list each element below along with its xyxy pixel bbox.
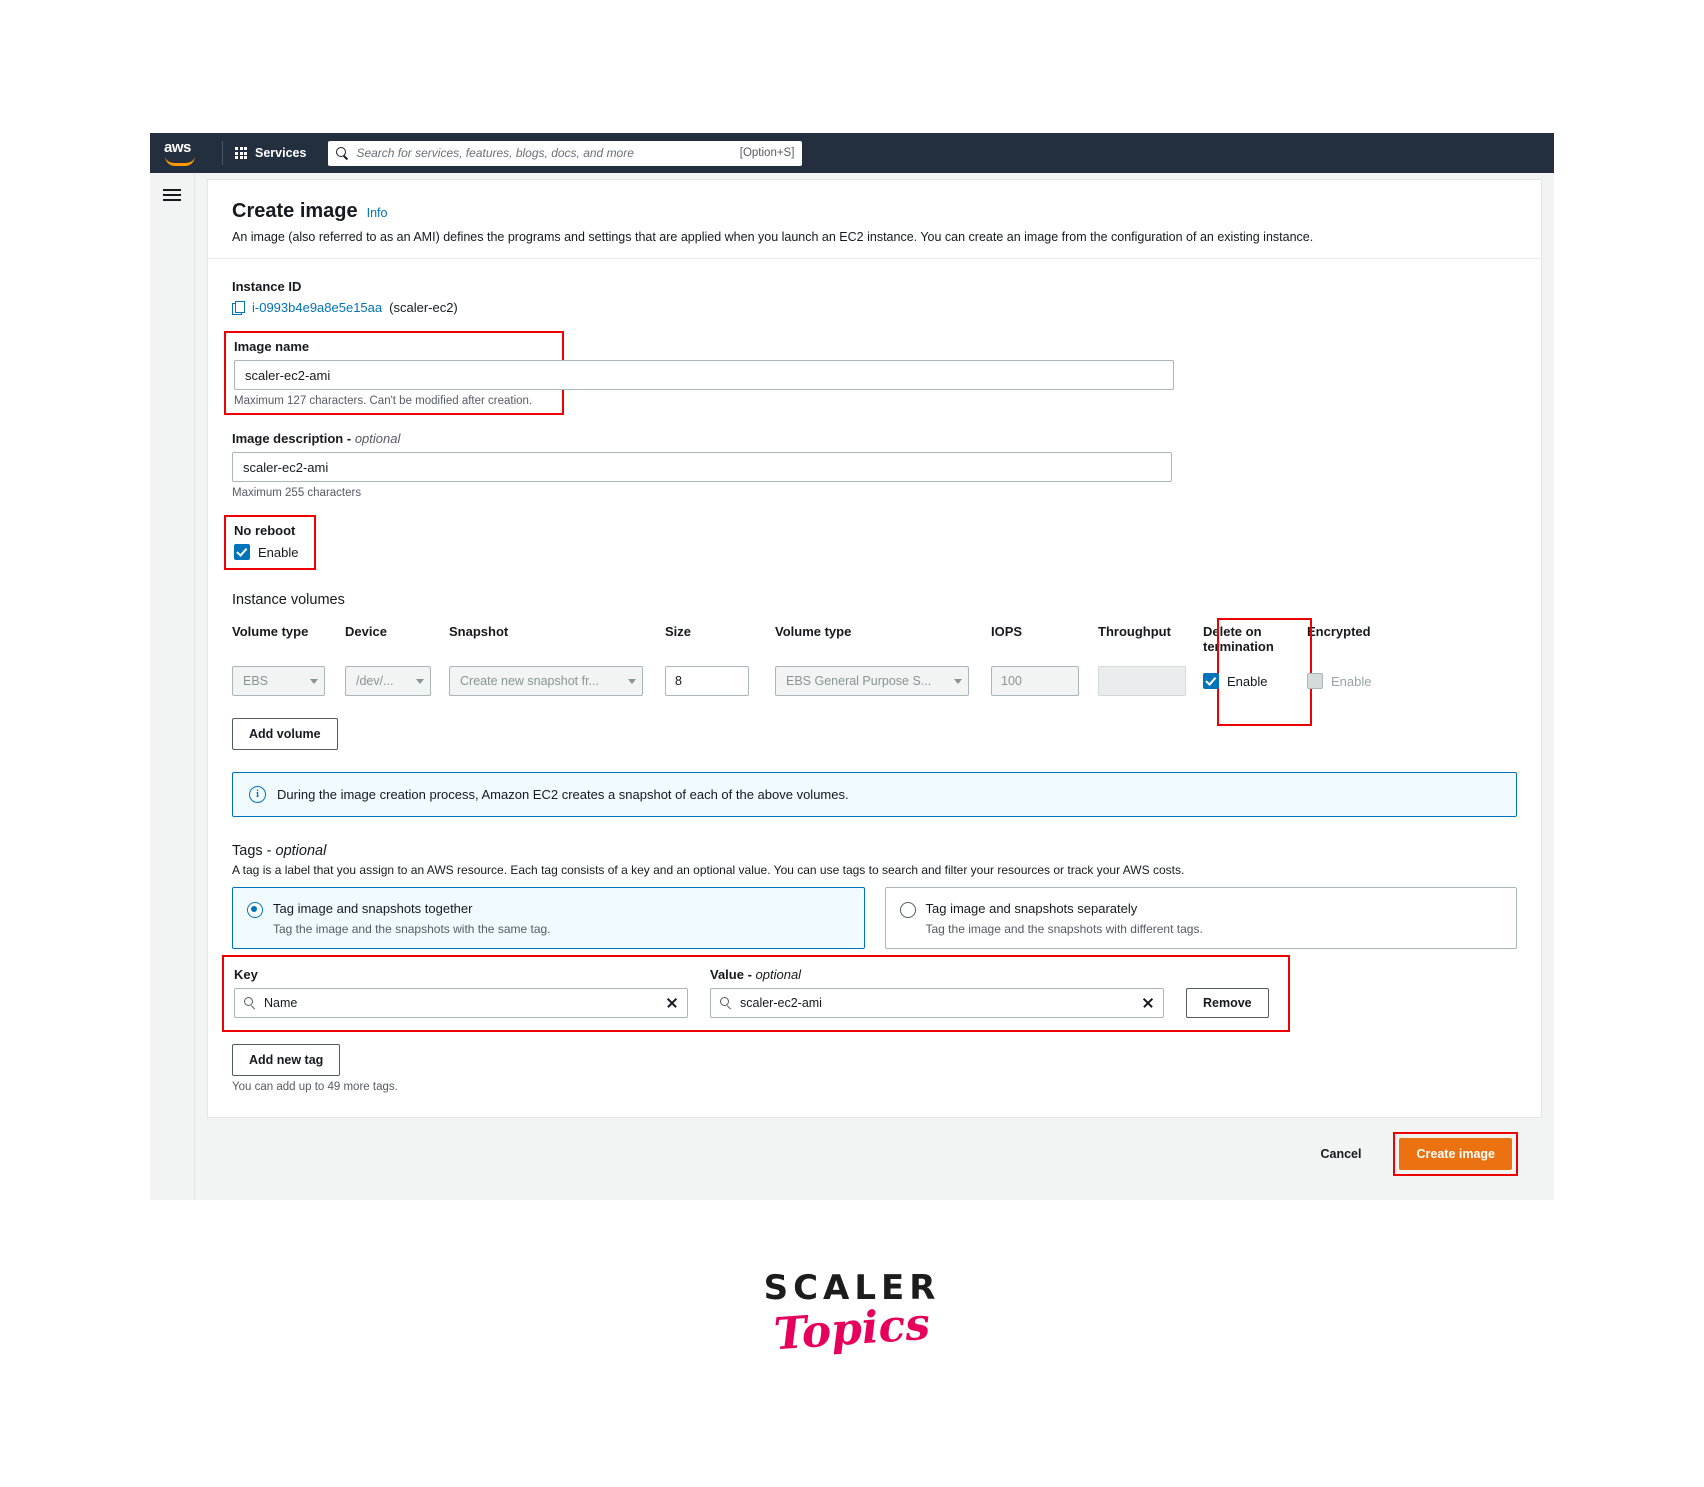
col-size: Size — [665, 624, 692, 639]
grid-icon — [235, 147, 247, 159]
tag-option-together[interactable] — [232, 887, 865, 949]
no-reboot-highlight-box — [224, 515, 316, 570]
no-reboot-label: No reboot — [234, 523, 296, 538]
delete-on-termination-checkbox-row[interactable] — [1203, 673, 1307, 689]
col-iops: IOPS — [991, 624, 1023, 639]
create-image-button[interactable]: Create image — [1399, 1138, 1512, 1170]
hamburger-icon[interactable] — [163, 189, 181, 201]
add-new-tag-button[interactable]: Add new tag — [232, 1044, 340, 1076]
page-description: An image (also referred to as an AMI) defines the programs and settings that are applied when you launch an EC2 instance. You can create an image from the configuration of an existing instance. — [232, 230, 1314, 244]
no-reboot-checkbox-row[interactable] — [234, 544, 298, 560]
search-icon — [244, 997, 256, 1009]
clear-key-icon[interactable] — [666, 997, 678, 1009]
tag-table-header — [234, 967, 1278, 982]
image-description-label-text: Image description - — [232, 431, 355, 446]
create-image-panel — [207, 179, 1542, 1118]
tag-value-header-text: Value - — [710, 967, 756, 982]
image-description-optional: optional — [354, 431, 401, 446]
clear-value-icon[interactable] — [1142, 997, 1154, 1009]
tag-key-value: Name — [264, 996, 298, 1010]
volume-type-dropdown[interactable] — [232, 666, 325, 696]
snapshot-value: Create new snapshot fr... — [460, 674, 599, 688]
search-icon — [720, 997, 732, 1009]
size-input[interactable] — [665, 666, 749, 696]
chevron-down-icon — [954, 679, 962, 684]
top-navigation-bar — [150, 133, 1554, 173]
instance-name: (scaler-ec2) — [389, 300, 458, 315]
tag-limit-hint: You can add up to 49 more tags. — [232, 1081, 398, 1093]
image-name-input[interactable] — [234, 360, 1174, 390]
iops-input[interactable] — [991, 666, 1079, 696]
tag-key-header: Key — [234, 967, 258, 982]
no-reboot-checkbox[interactable] — [234, 544, 250, 560]
encrypted-checkbox-row — [1307, 673, 1407, 689]
tag-option-together-title: Tag image and snapshots together — [273, 901, 473, 916]
panel-body — [208, 259, 1541, 1117]
image-description-input[interactable] — [232, 452, 1172, 482]
tag-value-header — [710, 967, 801, 982]
col-delete-on-termination: Delete on termination — [1203, 624, 1274, 654]
instance-volumes-title: Instance volumes — [232, 592, 345, 608]
tag-key-input[interactable] — [234, 988, 688, 1018]
main-content — [195, 173, 1554, 1200]
volume-type-2-value: EBS General Purpose S... — [786, 674, 932, 688]
scaler-wordmark: SCALER — [763, 1268, 941, 1308]
volume-type-value: EBS — [243, 674, 269, 688]
col-volume-type: Volume type — [232, 624, 309, 639]
tag-value-header-optional: optional — [755, 967, 802, 982]
instance-id-label: Instance ID — [232, 279, 302, 294]
snapshot-info-text: During the image creation process, Amazon EC2 creates a snapshot of each of the above volumes. — [277, 787, 849, 802]
tag-mode-radio-group — [232, 887, 1517, 949]
snapshot-dropdown[interactable] — [449, 666, 643, 696]
tags-title-text: Tags - — [232, 843, 276, 859]
throughput-input[interactable] — [1098, 666, 1186, 696]
col-encrypted: Encrypted — [1307, 624, 1371, 639]
global-search-input[interactable] — [328, 141, 802, 166]
cancel-button[interactable]: Cancel — [1314, 1146, 1367, 1162]
console-body — [150, 173, 1554, 1200]
encrypted-checkbox — [1307, 673, 1323, 689]
instance-id-link[interactable]: i-0993b4e9a8e5e15aa — [252, 300, 383, 315]
tag-row — [234, 988, 1278, 1018]
no-reboot-checkbox-label: Enable — [258, 544, 299, 560]
aws-console-window — [150, 133, 1554, 1200]
tag-option-together-subtitle: Tag the image and the snapshots with the same tag. — [273, 922, 551, 936]
image-name-label: Image name — [234, 339, 310, 354]
snapshot-info-alert — [232, 772, 1517, 817]
tags-description: A tag is a label that you assign to an AWS resource. Each tag consists of a key and an optional value. You can use tags to search and filter your resources or track your AWS costs. — [232, 863, 1185, 877]
volumes-table-header — [232, 624, 1517, 654]
image-name-highlight-box — [224, 331, 564, 415]
tag-value-input[interactable] — [710, 988, 1164, 1018]
tags-title-optional: optional — [275, 843, 327, 859]
search-placeholder: Search for services, features, blogs, docs, and more — [356, 146, 634, 160]
create-image-highlight-box — [1393, 1132, 1518, 1176]
chevron-down-icon — [628, 679, 636, 684]
delete-on-termination-checkbox[interactable] — [1203, 673, 1219, 689]
col-snapshot: Snapshot — [449, 624, 509, 639]
tag-option-separately-title: Tag image and snapshots separately — [925, 901, 1138, 916]
radio-icon-separately[interactable] — [900, 902, 916, 918]
volume-type-2-dropdown[interactable] — [775, 666, 969, 696]
info-icon: i — [249, 786, 266, 803]
services-menu-button[interactable] — [235, 146, 306, 160]
form-footer — [207, 1118, 1542, 1192]
info-link[interactable]: Info — [366, 206, 388, 220]
aws-logo-icon[interactable] — [164, 140, 208, 166]
device-value: /dev/... — [356, 674, 394, 688]
radio-icon-together[interactable] — [247, 902, 263, 918]
device-dropdown[interactable] — [345, 666, 431, 696]
aws-logo-smile — [165, 156, 195, 166]
encrypted-label: Enable — [1331, 673, 1372, 689]
col-device: Device — [345, 624, 387, 639]
tag-value-value: scaler-ec2-ami — [740, 996, 822, 1010]
aws-logo-text: aws — [164, 139, 191, 156]
nav-divider — [222, 141, 223, 165]
tag-option-separately[interactable] — [885, 887, 1518, 949]
copy-icon[interactable] — [232, 301, 245, 315]
tag-option-separately-subtitle: Tag the image and the snapshots with different tags. — [925, 922, 1203, 936]
search-icon — [336, 147, 349, 160]
left-rail — [150, 173, 195, 1200]
services-label: Services — [255, 146, 307, 160]
page-title: Create image — [232, 200, 358, 222]
col-throughput: Throughput — [1098, 624, 1171, 639]
scaler-topics-logo — [0, 1268, 1704, 1361]
image-description-label — [232, 431, 1517, 446]
delete-on-termination-label: Enable — [1227, 673, 1268, 689]
remove-tag-button[interactable]: Remove — [1186, 988, 1269, 1018]
search-shortcut-hint: [Option+S] — [739, 147, 795, 159]
chevron-down-icon — [416, 679, 424, 684]
chevron-down-icon — [310, 679, 318, 684]
add-volume-button[interactable]: Add volume — [232, 718, 338, 750]
instance-id-row — [232, 300, 1517, 315]
image-name-hint: Maximum 127 characters. Can't be modified after creation. — [234, 395, 533, 407]
image-description-hint: Maximum 255 characters — [232, 487, 362, 499]
topics-wordmark: Topics — [772, 1298, 932, 1361]
tags-title — [232, 843, 1517, 859]
panel-header — [208, 180, 1541, 259]
col-volume-type-2: Volume type — [775, 624, 852, 639]
tag-row-highlight-box — [222, 955, 1290, 1032]
table-row — [232, 666, 1517, 696]
